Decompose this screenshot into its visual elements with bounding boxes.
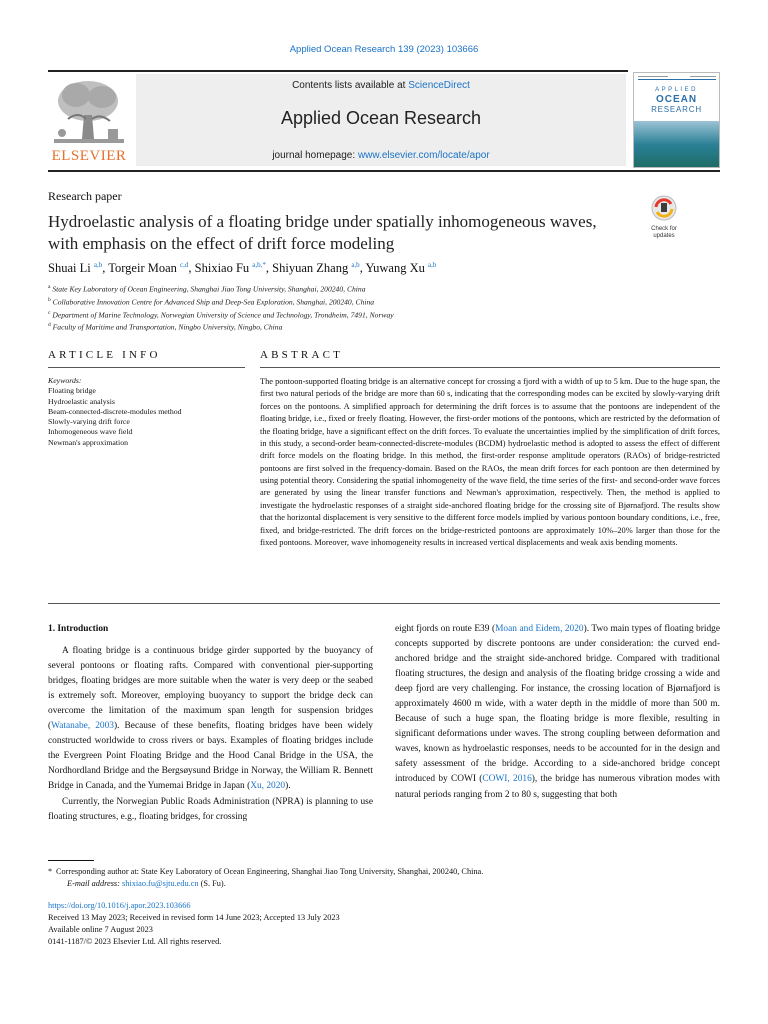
article-info-rule <box>48 367 245 368</box>
abstract-text: The pontoon-supported floating bridge is an alternative concept for crossing a fjord with a width of up to 5 km. Due to the huge span, the first two natural periods of the bridge are more than 60 s, indicating that the corresponding modes can be excited by slowly-varying drift forces on the pontoons. A simplified approach for determining the drift forces is to assume that the pontoons are independent of the floating bridge, i.e., fixed or freely floating. However, the first-order motions of the pontoons, which are restricted by the deformation of the floating bridge, have a significant effect on the drift forces. To evaluate the uncertainties implied by the simplification of drift forces, in this study, a second-order beam-connected-discrete-modules (BCDM) hydroelastic method is adopted to assess the effect of different drift force models on the floating bridge. In this method, the first-order response amplitude operators (RAOs) of bridge-restricted pontoons are first solved in the frequency-domain. Based on the RAOs, the mean drift forces for each pontoon are then determined by using potential theory. Considering the spatial inhomogeneity of the wave field, the time series of the first- and second-order wave forces are generated by using the linear transfer functions and Newman's approximation, respectively. Then, the method is applied to investigate the hydroelastic responses of a straight side-anchored floating bridge for the crossing site of Bjørnafjord. The results show that the horizontal displacement is very sensitive to the different force models implied by various pontoon boundary conditions, i.e., free, fixed, and bridge-restricted. The drift forces on the bridge-restricted pontoons are approximately 10%–20% larger than those for the fixed pontoons. Moreover, wave inhomogeneity results in increased vertical displacements and weak axis bending moments. <box>260 377 720 547</box>
body-column-right <box>395 622 720 803</box>
keyword-item: Beam-connected-discrete-modules method <box>48 406 182 416</box>
footnote-rule <box>48 860 94 861</box>
affiliation-item <box>48 320 728 333</box>
article-type: Research paper <box>48 189 122 203</box>
author-affiliation-marks[interactable]: a,b <box>427 261 437 269</box>
masthead-banner <box>136 74 626 166</box>
issn-copyright: 0141-1187/© 2023 Elsevier Ltd. All rights reserved. <box>48 937 222 947</box>
masthead-bottom-rule <box>48 170 720 172</box>
keywords-block <box>48 376 248 448</box>
keyword-item: Hydroelastic analysis <box>48 396 115 406</box>
cover-word-applied: APPLIED <box>655 87 698 93</box>
contents-prefix: Contents lists available at <box>292 80 409 91</box>
intro-r1-text-c: ), the bridge has numerous vibration modes with natural periods ranging from 2 to 80 s, suggesting that both <box>395 774 720 800</box>
received-dates: Received 13 May 2023; Received in revised form 14 June 2023; Accepted 13 July 2023 <box>48 913 340 923</box>
intro-p1-text-b: ). Because of these benefits, floating bridges have been widely constructed worldwide to cross rivers or bays. Examples of floating bridges include the Evergreen Point Floating Bridge and the Hood Canal Bridge in the USA, the Nordhordland Bridge and the Bergsøysund Bridge in Norway, the William R. Bennett Bridge in Canada, and the Yumemai Bridge in Japan ( <box>48 721 373 792</box>
affiliation-mark: c <box>48 309 51 316</box>
author-name[interactable]: Yuwang Xu <box>365 261 425 276</box>
author-name[interactable]: Shixiao Fu <box>194 261 250 276</box>
intro-paragraph-2: Currently, the Norwegian Public Roads Administration (NPRA) is planning to use floating structures, e.g., floating bridges, for crossing <box>48 796 373 822</box>
author-affiliation-marks[interactable]: a,b,* <box>252 261 266 269</box>
journal-homepage-link[interactable]: www.elsevier.com/locate/apor <box>357 150 490 161</box>
keyword-list <box>48 386 248 448</box>
journal-masthead <box>48 70 720 168</box>
contents-line <box>136 80 626 91</box>
author-name[interactable]: Shuai Li <box>48 261 91 276</box>
elsevier-logo[interactable] <box>48 75 130 165</box>
affiliation-item <box>48 295 728 308</box>
elsevier-tree-icon <box>48 75 130 147</box>
intro-paragraph-1 <box>48 644 373 794</box>
affiliation-mark: a <box>48 284 51 290</box>
intro-p1-text-a: A floating bridge is a continuous bridge girder supported by the buoyancy of several pontoons or floating rafts. Compared with conventional pier-supporting bridges, floating bridges are more suitable when the water is very deep or the seabed is extremely soft. Moreover, employing buoyancy to support the bridge deck can overcome the limitation of the maximum span length for suspension bridges ( <box>48 646 373 732</box>
intro-p1-text-c: ). <box>285 781 291 792</box>
abstract-rule <box>260 367 720 368</box>
author-name[interactable]: Torgeir Moan <box>108 261 177 276</box>
intro-r1-text-b: ). Two main types of floating bridge concepts supported by discrete pontoons are under consideration: the curved end-anchored bridge and the straight side-anchored bridge. Compared with traditional floating structures, the design and analysis of the floating bridge crossing a wide and deep fjord are very challenging. For instance, the crossing location of Bjørnafjord is approximately 4600 m wide, with a water depth in the middle of more than 500 m. Because of such a huge span, the floating bridge is more flexible, resulting in significant deformations under waves. The strong coupling between deformation and waves, known as hydroelastic responses, needs to be accounted for in the design and safety assessment of the bridge. According to a side-anchored bridge concept introduced by COWI ( <box>395 624 720 785</box>
citation-moan-eidem-2020[interactable]: Moan and Eidem, 2020 <box>495 624 584 634</box>
abstract-heading: ABSTRACT <box>260 349 344 361</box>
author-separator: , <box>188 261 195 276</box>
masthead-top-rule <box>48 70 628 72</box>
affiliation-item <box>48 308 728 321</box>
affiliation-text: Department of Marine Technology, Norwegian University of Science and Technology, Trondheim, 7491, Norway <box>52 310 394 320</box>
check-for-updates-badge[interactable] <box>642 195 686 239</box>
affiliation-text: State Key Laboratory of Ocean Engineering, Shanghai Jiao Tong University, Shanghai, 200240, China <box>52 284 366 294</box>
homepage-line <box>136 150 626 161</box>
footnote-asterisk: * <box>48 867 53 876</box>
affiliation-mark: d <box>48 322 51 329</box>
email-label: E-mail address: <box>67 879 120 888</box>
article-title: Hydroelastic analysis of a floating bridge under spatially inhomogeneous waves, with emphasis on the effect of drift force modeling <box>48 212 597 253</box>
author-affiliation-marks[interactable]: a,b <box>93 261 103 269</box>
affiliation-item <box>48 282 728 295</box>
check-label-line1: Check for <box>651 226 677 232</box>
author-separator: , <box>359 261 366 276</box>
homepage-prefix: journal homepage: <box>272 150 358 161</box>
introduction-heading: 1. Introduction <box>48 624 109 634</box>
affiliation-text: Faculty of Maritime and Transportation, Ningbo University, Ningbo, China <box>52 323 283 333</box>
author-affiliation-marks[interactable]: a,b <box>351 261 360 269</box>
elsevier-wordmark: ELSEVIER <box>51 148 127 164</box>
article-info-heading: ARTICLE INFO <box>48 349 161 361</box>
email-line <box>56 878 726 890</box>
cover-word-ocean: OCEAN <box>655 94 698 105</box>
corresponding-author-text: Corresponding author at: State Key Laboratory of Ocean Engineering, Shanghai Jiao Tong University, Shanghai, 200240, China. <box>56 867 484 876</box>
citation-watanabe-2003[interactable]: Watanabe, 2003 <box>51 721 114 732</box>
author-affiliation-marks[interactable]: c,d <box>180 261 189 269</box>
sciencedirect-link[interactable]: ScienceDirect <box>408 80 470 91</box>
author-separator: , <box>102 261 109 276</box>
journal-title[interactable]: Applied Ocean Research <box>280 108 482 128</box>
body-column-left <box>48 622 373 825</box>
email-suffix: (S. Fu). <box>200 879 226 888</box>
corresponding-author-note <box>48 866 726 878</box>
journal-reference-link[interactable]: Applied Ocean Research 139 (2023) 103666 <box>289 44 479 55</box>
footnote <box>48 866 726 890</box>
author-email-link[interactable]: shixiao.fu@sjtu.edu.cn <box>122 879 199 888</box>
affiliation-mark: b <box>48 296 51 303</box>
journal-cover-thumbnail[interactable] <box>633 72 720 168</box>
keyword-item: Floating bridge <box>48 386 96 396</box>
publication-info <box>48 900 448 948</box>
check-label-line2: updates <box>653 232 675 239</box>
author-list <box>48 261 728 276</box>
online-date: Available online 7 August 2023 <box>48 925 153 935</box>
cover-header-lines-icon <box>638 75 718 81</box>
keywords-label: Keywords: <box>48 376 82 385</box>
keyword-item: Inhomogeneous wave field <box>48 427 133 437</box>
author-separator: , <box>265 261 273 276</box>
cover-masthead-lines <box>638 75 718 82</box>
cover-word-research: RESEARCH <box>651 105 702 114</box>
check-for-updates-label <box>642 226 686 239</box>
keyword-item: Slowly-varying drift force <box>48 417 130 427</box>
affiliation-list <box>48 282 728 333</box>
citation-xu-2020[interactable]: Xu, 2020 <box>250 781 286 792</box>
citation-cowi-2016[interactable]: COWI, 2016 <box>482 774 532 785</box>
doi-link[interactable]: https://doi.org/10.1016/j.apor.2023.103666 <box>48 901 191 910</box>
intro-r1-text-a: eight fjords on route E39 ( <box>395 624 496 634</box>
intro-paragraph-continued <box>395 622 720 803</box>
keyword-item: Newman's approximation <box>48 437 129 447</box>
author-name[interactable]: Shiyuan Zhang <box>272 261 349 276</box>
abstract-bottom-rule <box>48 603 720 604</box>
check-for-updates-icon <box>651 195 677 221</box>
cover-sea-image <box>634 121 719 168</box>
affiliation-text: Collaborative Innovation Centre for Advanced Ship and Deep-Sea Exploration, Shanghai, 200240, China <box>52 297 375 307</box>
